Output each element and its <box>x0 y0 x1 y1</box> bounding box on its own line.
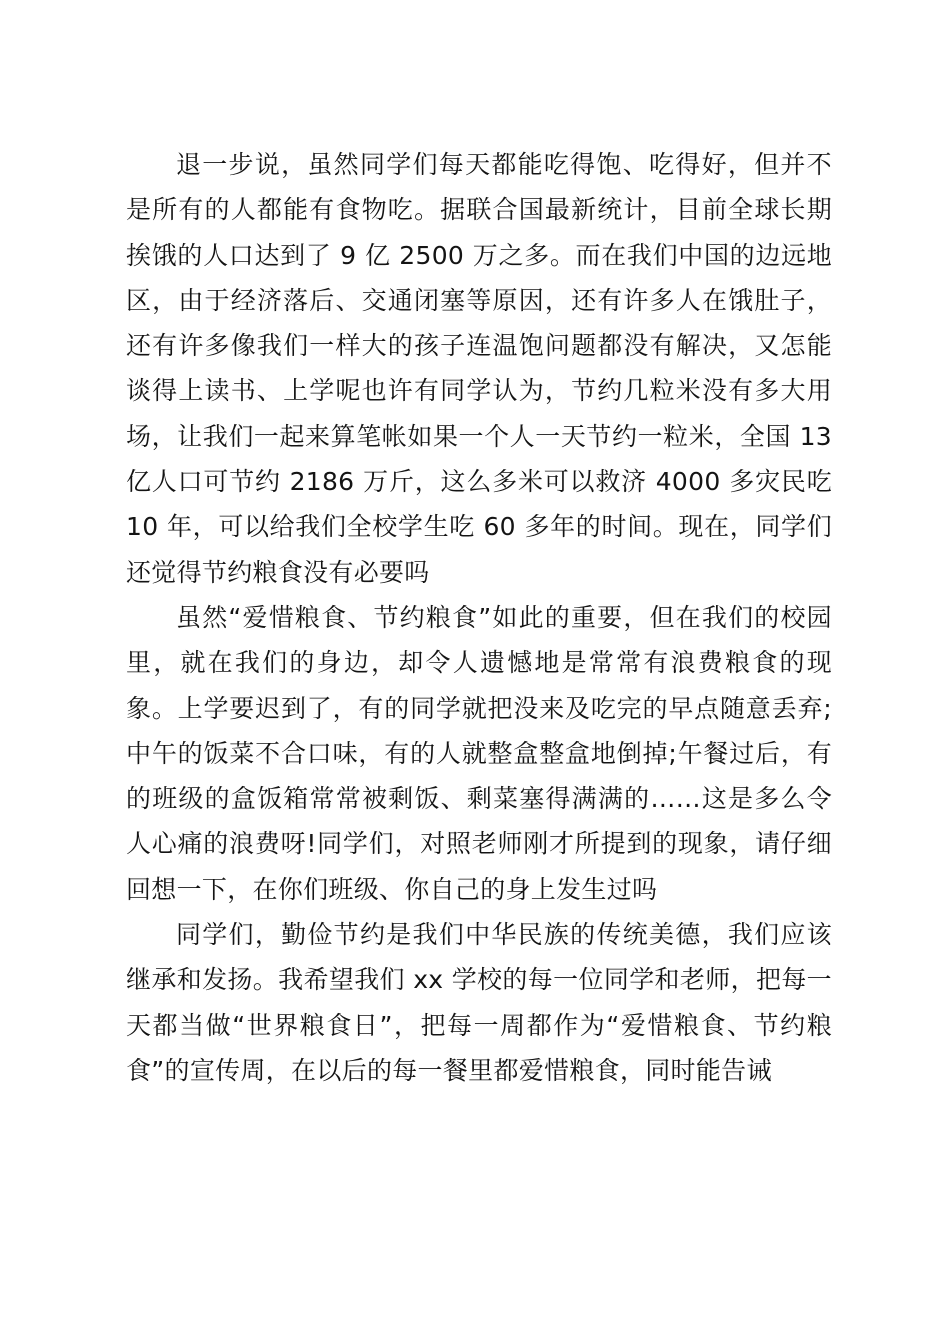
paragraph-3: 同学们，勤俭节约是我们中华民族的传统美德，我们应该继承和发扬。我希望我们 xx 学校的每一位同学和老师，把每一天都当做“世界粮食日”，把每一周都作为“爱惜粮食、节约粮食”的宣传周，在以后的每一餐里都爱惜粮食，同时能告诫 <box>126 920 832 1085</box>
paragraph-1: 退一步说，虽然同学们每天都能吃得饱、吃得好，但并不是所有的人都能有食物吃。据联合国最新统计，目前全球长期挨饿的人口达到了 9 亿 2500 万之多。而在我们中国的边远地区，由于经济落后、交通闭塞等原因，还有许多人在饿肚子，还有许多像我们一样大的孩子连温饱问题都没有解决，又怎能谈得上读书、上学呢也许有同学认为，节约几粒米没有多大用场，让我们一起来算笔帐如果一个人一天节约一粒米，全国 13 亿人口可节约 2186 万斤，这么多米可以救济 4000 多灾民吃 10 年，可以给我们全校学生吃 60 多年的时间。现在，同学们还觉得节约粮食没有必要吗 <box>126 150 832 587</box>
document-body <box>126 142 832 1093</box>
paragraph-2: 虽然“爱惜粮食、节约粮食”如此的重要，但在我们的校园里，就在我们的身边，却令人遗憾地是常常有浪费粮食的现象。上学要迟到了，有的同学就把没来及吃完的早点随意丢弃;中午的饭菜不合口味，有的人就整盒整盒地倒掉;午餐过后，有的班级的盒饭箱常常被剩饭、剩菜塞得满满的……这是多么令人心痛的浪费呀!同学们，对照老师刚才所提到的现象，请仔细回想一下，在你们班级、你自己的身上发生过吗 <box>126 602 832 904</box>
